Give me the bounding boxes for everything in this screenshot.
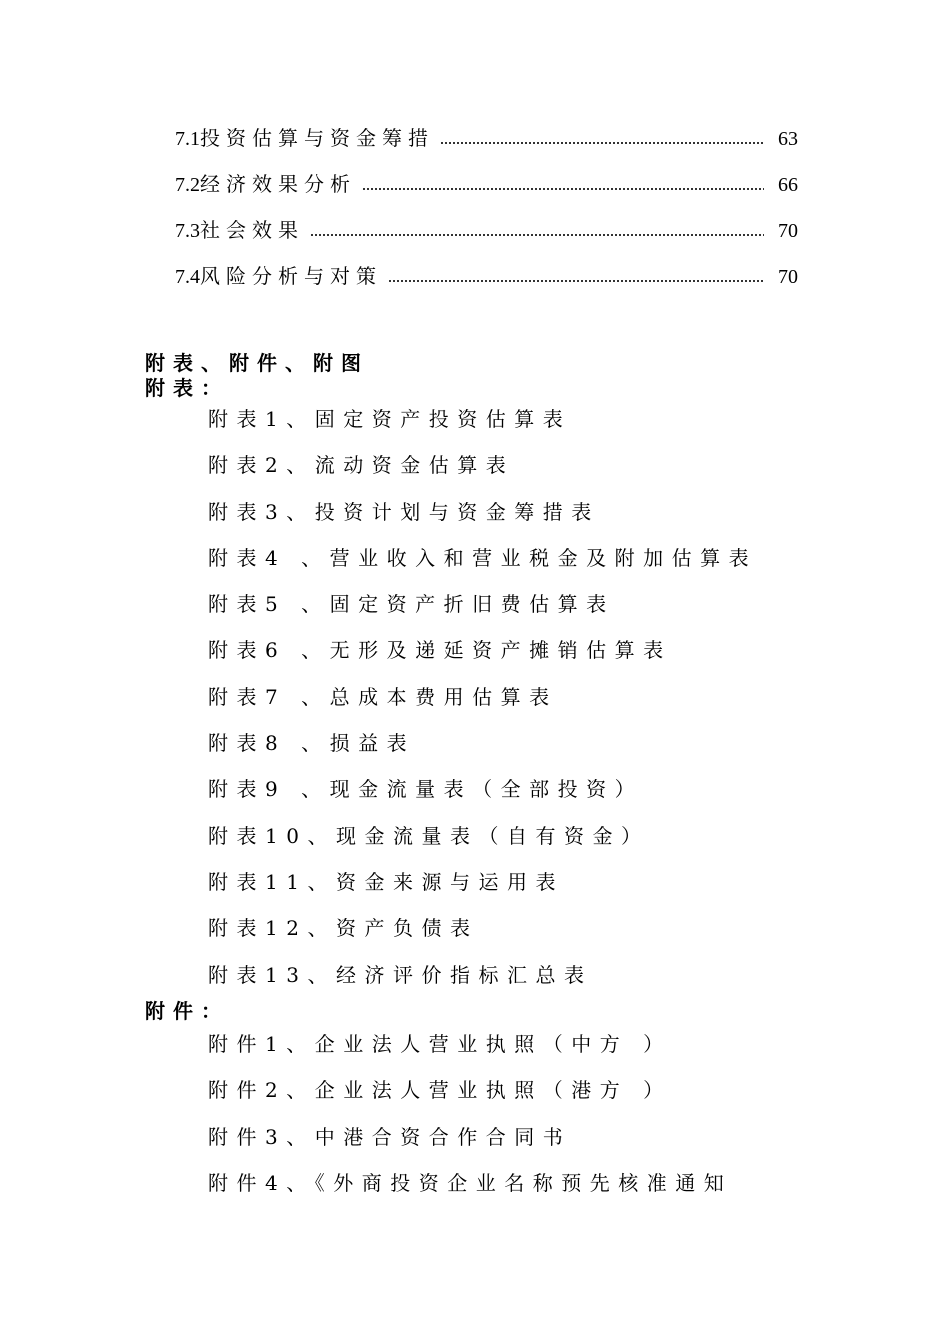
toc-number: 7.1 bbox=[175, 128, 200, 150]
toc-leader-dots bbox=[388, 265, 764, 285]
list-item: 附件2、企业法人营业执照（港方 ） bbox=[208, 1078, 672, 1103]
list-item: 附件4、《外商投资企业名称预先核准通知 bbox=[208, 1170, 733, 1195]
toc-number: 7.3 bbox=[175, 220, 200, 242]
toc-title: 社会效果 bbox=[200, 218, 304, 242]
list-item: 附表1、固定资产投资估算表 bbox=[208, 407, 572, 431]
list-item: 附表3、投资计划与资金筹措表 bbox=[208, 499, 600, 524]
section-heading: 附表、附件、附图 bbox=[145, 351, 369, 375]
list-item: 附表4 、营业收入和营业税金及附加估算表 bbox=[208, 545, 758, 570]
toc-title: 风险分析与对策 bbox=[200, 264, 382, 288]
list-item: 附件3、中港合资合作合同书 bbox=[208, 1124, 572, 1149]
list-item: 附表12、资产负债表 bbox=[208, 916, 479, 941]
toc-page-number: 70 bbox=[778, 266, 798, 288]
list-item: 附表9 、现金流量表（全部投资） bbox=[208, 777, 644, 802]
list-item: 附表13、经济评价指标汇总表 bbox=[208, 962, 593, 987]
toc-number: 7.4 bbox=[175, 266, 200, 288]
tables-list bbox=[208, 403, 757, 1005]
toc-page-number: 66 bbox=[778, 174, 798, 196]
toc-leader-dots bbox=[440, 127, 764, 147]
toc-entry[interactable] bbox=[175, 214, 798, 260]
list-item: 附表11、资金来源与运用表 bbox=[208, 869, 564, 894]
list-item: 附表2、流动资金估算表 bbox=[208, 453, 515, 478]
tables-heading: 附表： bbox=[145, 376, 229, 400]
toc-title: 投资估算与资金筹措 bbox=[200, 126, 434, 150]
list-item: 附表7 、总成本费用估算表 bbox=[208, 684, 558, 709]
toc-entry[interactable] bbox=[175, 168, 798, 214]
toc-leader-dots bbox=[310, 219, 764, 239]
list-item: 附表10、现金流量表（自有资金） bbox=[208, 823, 650, 848]
attachments-heading: 附件： bbox=[145, 999, 229, 1023]
list-item: 附件1、企业法人营业执照（中方 ） bbox=[208, 1032, 672, 1056]
list-item: 附表5 、固定资产折旧费估算表 bbox=[208, 592, 615, 617]
toc-page-number: 70 bbox=[778, 220, 798, 242]
attachments-list bbox=[208, 1028, 732, 1213]
table-of-contents bbox=[175, 122, 798, 306]
toc-entry[interactable] bbox=[175, 122, 798, 168]
toc-page-number: 63 bbox=[778, 128, 798, 150]
toc-entry[interactable] bbox=[175, 260, 798, 306]
list-item: 附表6 、无形及递延资产摊销估算表 bbox=[208, 638, 672, 663]
list-item: 附表8 、损益表 bbox=[208, 731, 416, 756]
toc-leader-dots bbox=[362, 173, 764, 193]
toc-title: 经济效果分析 bbox=[200, 172, 356, 196]
toc-number: 7.2 bbox=[175, 174, 200, 196]
